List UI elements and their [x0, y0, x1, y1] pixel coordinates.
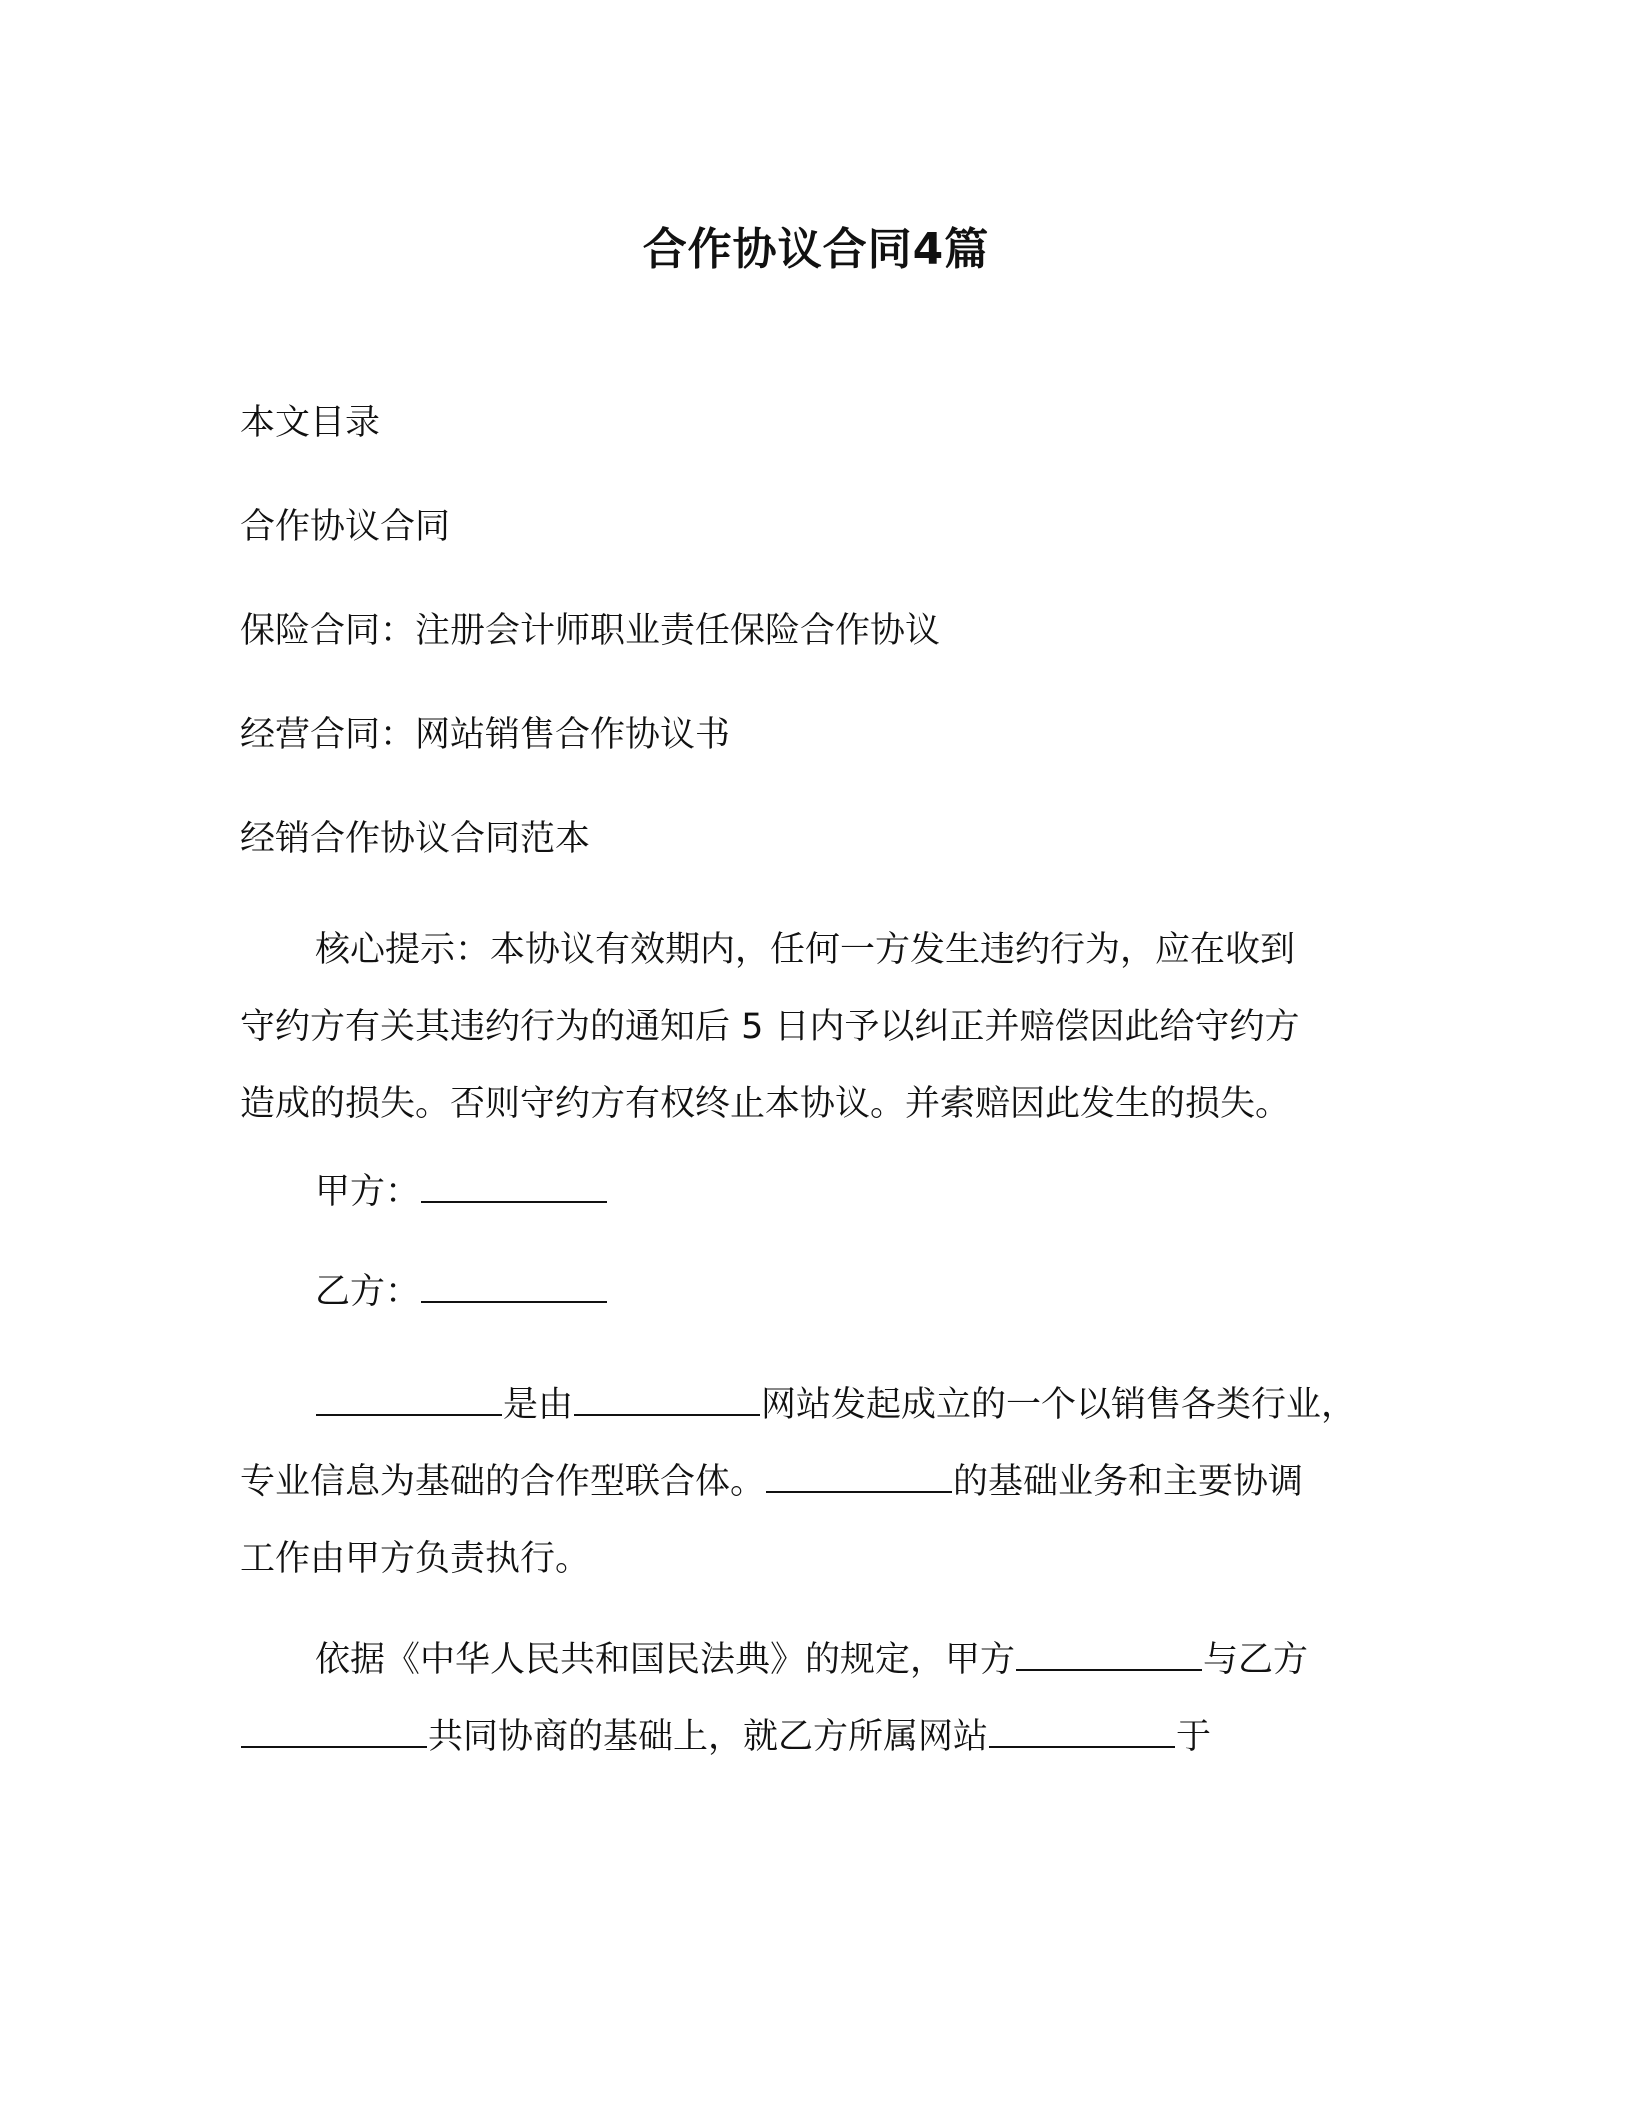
- toc-item: 合作协议合同: [240, 507, 451, 547]
- party-a-line: [240, 1167, 1400, 1217]
- intro-line: 工作由甲方负责执行。: [240, 1539, 591, 1579]
- intro-text: 是由: [503, 1385, 574, 1425]
- basis-line: [240, 1622, 1400, 1699]
- fill-blank: [766, 1461, 952, 1493]
- fill-blank: [1016, 1639, 1202, 1671]
- party-a-blank: [421, 1171, 607, 1203]
- basis-text: 与乙方: [1203, 1640, 1309, 1680]
- core-tip-paragraph: [240, 912, 1400, 1143]
- party-b-blank: [421, 1271, 607, 1303]
- basis-text: 于: [1176, 1717, 1212, 1757]
- toc-item: 保险合同：注册会计师职业责任保险合作协议: [240, 611, 941, 651]
- intro-text: 网站发起成立的一个以销售各类行业，: [761, 1385, 1357, 1425]
- document-title: 合作协议合同4篇: [642, 224, 990, 275]
- intro-text: 专业信息为基础的合作型联合体。: [240, 1462, 766, 1502]
- basis-line: [240, 1699, 1400, 1776]
- fill-blank: [316, 1384, 502, 1416]
- document-body: [240, 912, 1400, 1800]
- fill-blank: [989, 1716, 1175, 1748]
- intro-paragraph: [240, 1367, 1400, 1598]
- intro-line: [240, 1444, 1400, 1521]
- toc-item: 经销合作协议合同范本: [240, 819, 591, 859]
- basis-paragraph: [240, 1622, 1400, 1776]
- table-of-contents: [240, 398, 1400, 918]
- core-tip-line: 核心提示：本协议有效期内，任何一方发生违约行为，应在收到: [315, 930, 1296, 970]
- toc-heading: 本文目录: [240, 403, 381, 443]
- basis-text: 共同协商的基础上，就乙方所属网站: [428, 1717, 989, 1757]
- toc-item: 经营合同：网站销售合作协议书: [240, 715, 731, 755]
- core-tip-line: 造成的损失。否则守约方有权终止本协议。并索赔因此发生的损失。: [240, 1084, 1291, 1124]
- core-tip-line: 守约方有关其违约行为的通知后 5 日内予以纠正并赔偿因此给守约方: [240, 1007, 1300, 1047]
- intro-text: 的基础业务和主要协调: [953, 1462, 1304, 1502]
- intro-line: [240, 1367, 1400, 1444]
- party-b-label: 乙方：: [315, 1272, 421, 1312]
- party-b-line: [240, 1267, 1400, 1317]
- basis-text: 依据《中华人民共和国民法典》的规定，甲方: [315, 1640, 1016, 1680]
- fill-blank: [574, 1384, 760, 1416]
- party-a-label: 甲方：: [315, 1172, 421, 1212]
- fill-blank: [241, 1716, 427, 1748]
